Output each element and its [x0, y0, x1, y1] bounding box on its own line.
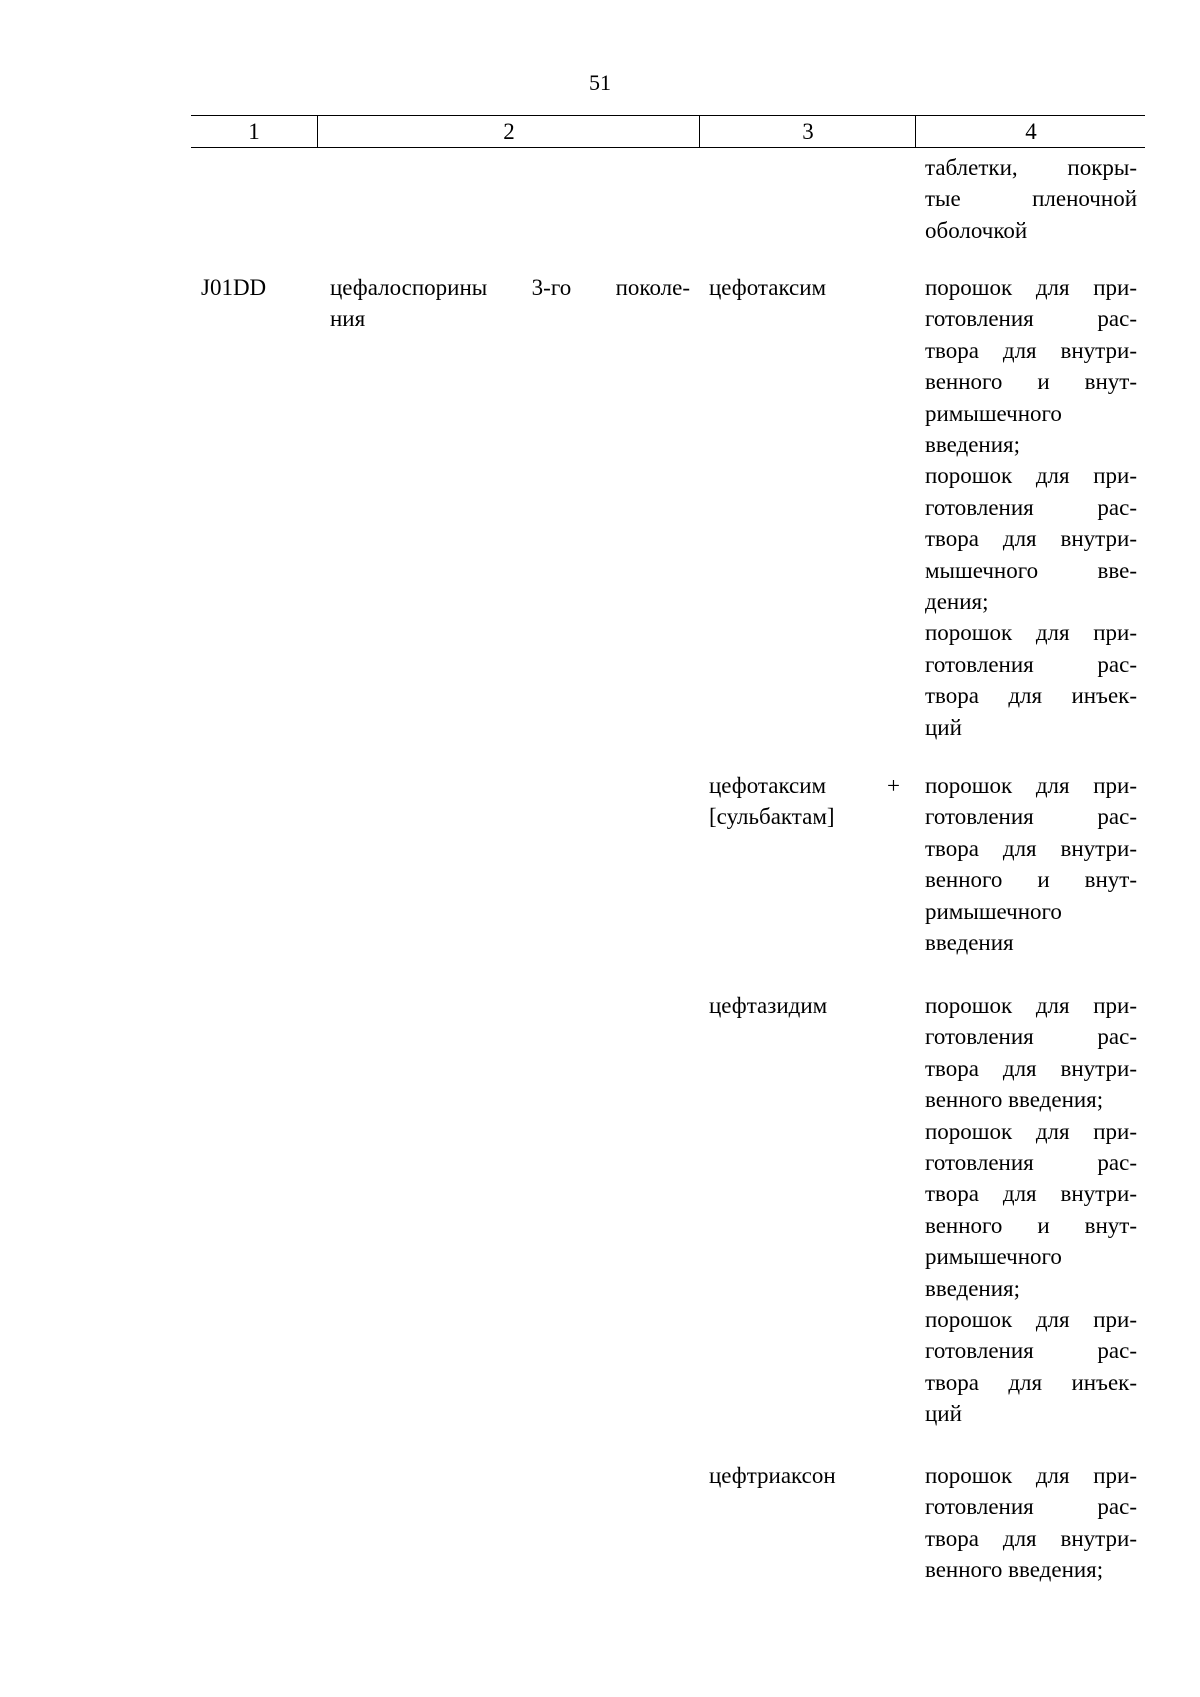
- text-line: цефалоспорины 3-го поколе-: [330, 275, 690, 300]
- drug-name: [709, 1460, 849, 1491]
- text-line: готовления рас-: [925, 306, 1137, 332]
- text-line: введения;: [925, 432, 1020, 458]
- text-line: оболочкой: [925, 217, 1028, 243]
- text-line: цефотаксим: [709, 275, 827, 300]
- table-column-header: [191, 115, 1145, 148]
- text-line: готовления рас-: [925, 804, 1137, 830]
- text-line: ций: [925, 714, 962, 740]
- column-header-1: 1: [248, 119, 260, 144]
- drug-name: [709, 272, 849, 303]
- text-line: твора для инъек-: [925, 683, 1137, 709]
- text-line: ния: [330, 306, 366, 332]
- text-line: твора для внутри-: [925, 1181, 1137, 1207]
- drug-dosage-form: [925, 272, 1137, 743]
- text-line: цефотаксим: [709, 773, 827, 798]
- column-header-2: 2: [317, 116, 700, 147]
- text-line: готовления рас-: [925, 494, 1137, 520]
- text-line: готовления рас-: [925, 1150, 1137, 1176]
- drug-name: [709, 990, 849, 1021]
- text-line: твора для внутри-: [925, 1525, 1137, 1551]
- drug-dosage-form: [925, 990, 1137, 1430]
- text-line: порошок для при-: [925, 1307, 1137, 1333]
- combination-plus-sign: +: [887, 773, 900, 798]
- text-line: порошок для при-: [925, 620, 1137, 646]
- text-line: порошок для при-: [925, 275, 1137, 300]
- text-line: цефтриаксон: [709, 1463, 836, 1488]
- page-number: 51: [589, 70, 611, 95]
- atc-group-name: [330, 272, 690, 335]
- text-line: тые пленочной: [925, 186, 1137, 212]
- text-line: порошок для при-: [925, 1463, 1137, 1488]
- text-line: венного введения;: [925, 1087, 1104, 1113]
- text-line: [сульбактам]: [709, 804, 835, 830]
- text-line: венного и внут-: [925, 369, 1137, 395]
- text-line: порошок для при-: [925, 463, 1137, 489]
- text-line: римышечного: [925, 1244, 1062, 1270]
- text-line: готовления рас-: [925, 1024, 1137, 1050]
- column-header-3: 3: [699, 116, 916, 147]
- text-line: твора для внутри-: [925, 526, 1137, 552]
- text-line: цефтазидим: [709, 993, 828, 1018]
- drug-dosage-form: [925, 770, 1137, 958]
- text-line: порошок для при-: [925, 773, 1137, 798]
- text-line: таблетки, покры-: [925, 155, 1137, 180]
- text-line: твора для внутри-: [925, 835, 1137, 861]
- text-line: готовления рас-: [925, 651, 1137, 677]
- text-line: порошок для при-: [925, 993, 1137, 1018]
- continuation-dosage-form: [925, 152, 1137, 246]
- drug-name: [709, 770, 849, 833]
- text-line: готовления рас-: [925, 1338, 1137, 1364]
- text-line: римышечного: [925, 400, 1062, 426]
- atc-code: J01DD: [201, 275, 267, 300]
- text-line: твора для инъек-: [925, 1369, 1137, 1395]
- text-line: порошок для при-: [925, 1118, 1137, 1144]
- column-header-4: 4: [915, 116, 1146, 147]
- text-line: дения;: [925, 589, 989, 615]
- text-line: твора для внутри-: [925, 1055, 1137, 1081]
- text-line: венного и внут-: [925, 867, 1137, 893]
- text-line: готовления рас-: [925, 1494, 1137, 1520]
- text-line: венного введения;: [925, 1557, 1104, 1583]
- text-line: введения: [925, 930, 1014, 956]
- text-line: твора для внутри-: [925, 337, 1137, 363]
- text-line: ций: [925, 1401, 962, 1427]
- text-line: римышечного: [925, 898, 1062, 924]
- text-line: венного и внут-: [925, 1212, 1137, 1238]
- drug-dosage-form: [925, 1460, 1137, 1586]
- text-line: введения;: [925, 1275, 1020, 1301]
- text-line: мышечного вве-: [925, 557, 1137, 583]
